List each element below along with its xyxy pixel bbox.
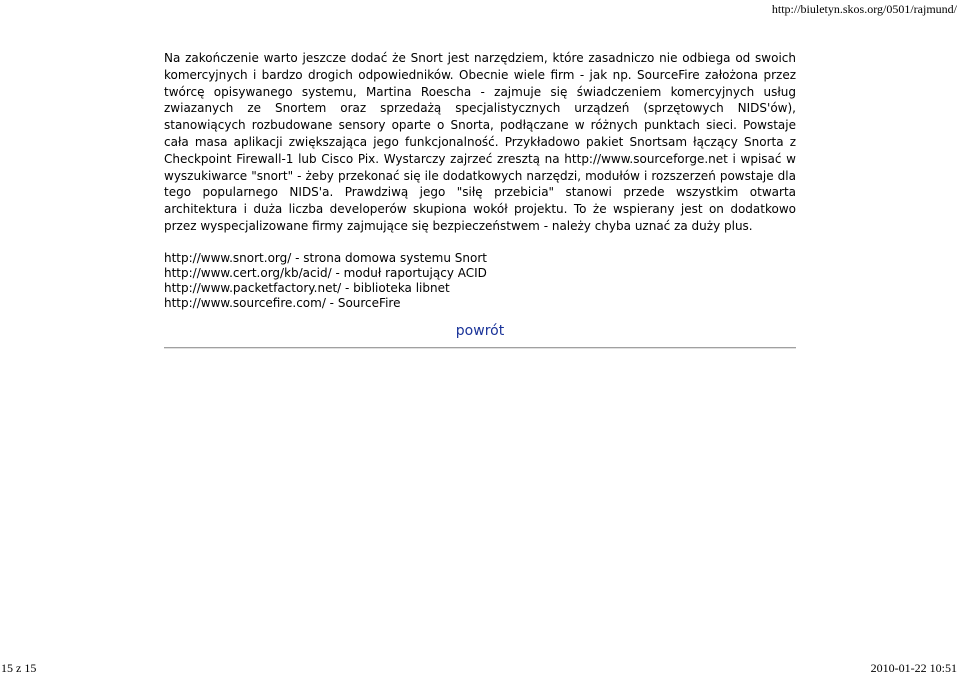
reference-link-packetfactory: http://www.packetfactory.net/ - biblioteka libnet: [164, 280, 450, 295]
back-link-container: [164, 323, 796, 340]
article-content: [164, 50, 796, 355]
reference-link-cert-acid: http://www.cert.org/kb/acid/ - moduł raportujący ACID: [164, 265, 487, 280]
print-footer-datetime: 2010-01-22 10:51: [870, 661, 957, 675]
print-footer-page-number: 15 z 15: [1, 661, 37, 675]
article-paragraph: Na zakończenie warto jeszcze dodać że Snort jest narzędziem, które zasadniczo nie odbiega od swoich komercyjnych i bardzo drogich odpowiedników. Obecnie wiele firm - jak np. SourceFire założona przez twórcę opisywanego systemu, Martina Roescha - zajmuje się świadczeniem komercyjnych usług zwiazanych ze Snortem oraz sprzedażą specjalistycznych urządzeń (sprzętowych NIDS'ów), stanowiących rozbudowane sensory oparte o Snorta, podłączane w różnych punktach sieci. Powstaje cała masa aplikacji zwiększająca jego funkcjonalność. Przykładowo pakiet Snortsam łączący Snorta z Checkpoint Firewall-1 lub Cisco Pix. Wystarczy zajrzeć zresztą na http://www.sourceforge.net i wpisać w wyszukiwarce "snort" - żeby przekonać się ile dodatkowych narzędzi, modułów i rozszerzeń powstaje dla tego popularnego NIDS'a. Prawdziwą jego "siłę przebicia" stanowi przede wszystkim otwarta architektura i duża liczba developerów skupiona wokół projektu. To że wspierany jest on dodatkowo przez wyspecjalizowane firmy zajmujące się bezpieczeństwem - należy chyba uznać za duży plus.: [164, 51, 796, 233]
reference-link-snort: http://www.snort.org/ - strona domowa systemu Snort: [164, 250, 487, 265]
reference-links-list: [164, 251, 796, 311]
back-link[interactable]: powrót: [455, 322, 505, 339]
reference-link-sourcefire: http://www.sourcefire.com/ - SourceFire: [164, 295, 401, 310]
bottom-divider: [164, 347, 796, 349]
print-header-url: http://biuletyn.skos.org/0501/rajmund/: [771, 2, 957, 16]
